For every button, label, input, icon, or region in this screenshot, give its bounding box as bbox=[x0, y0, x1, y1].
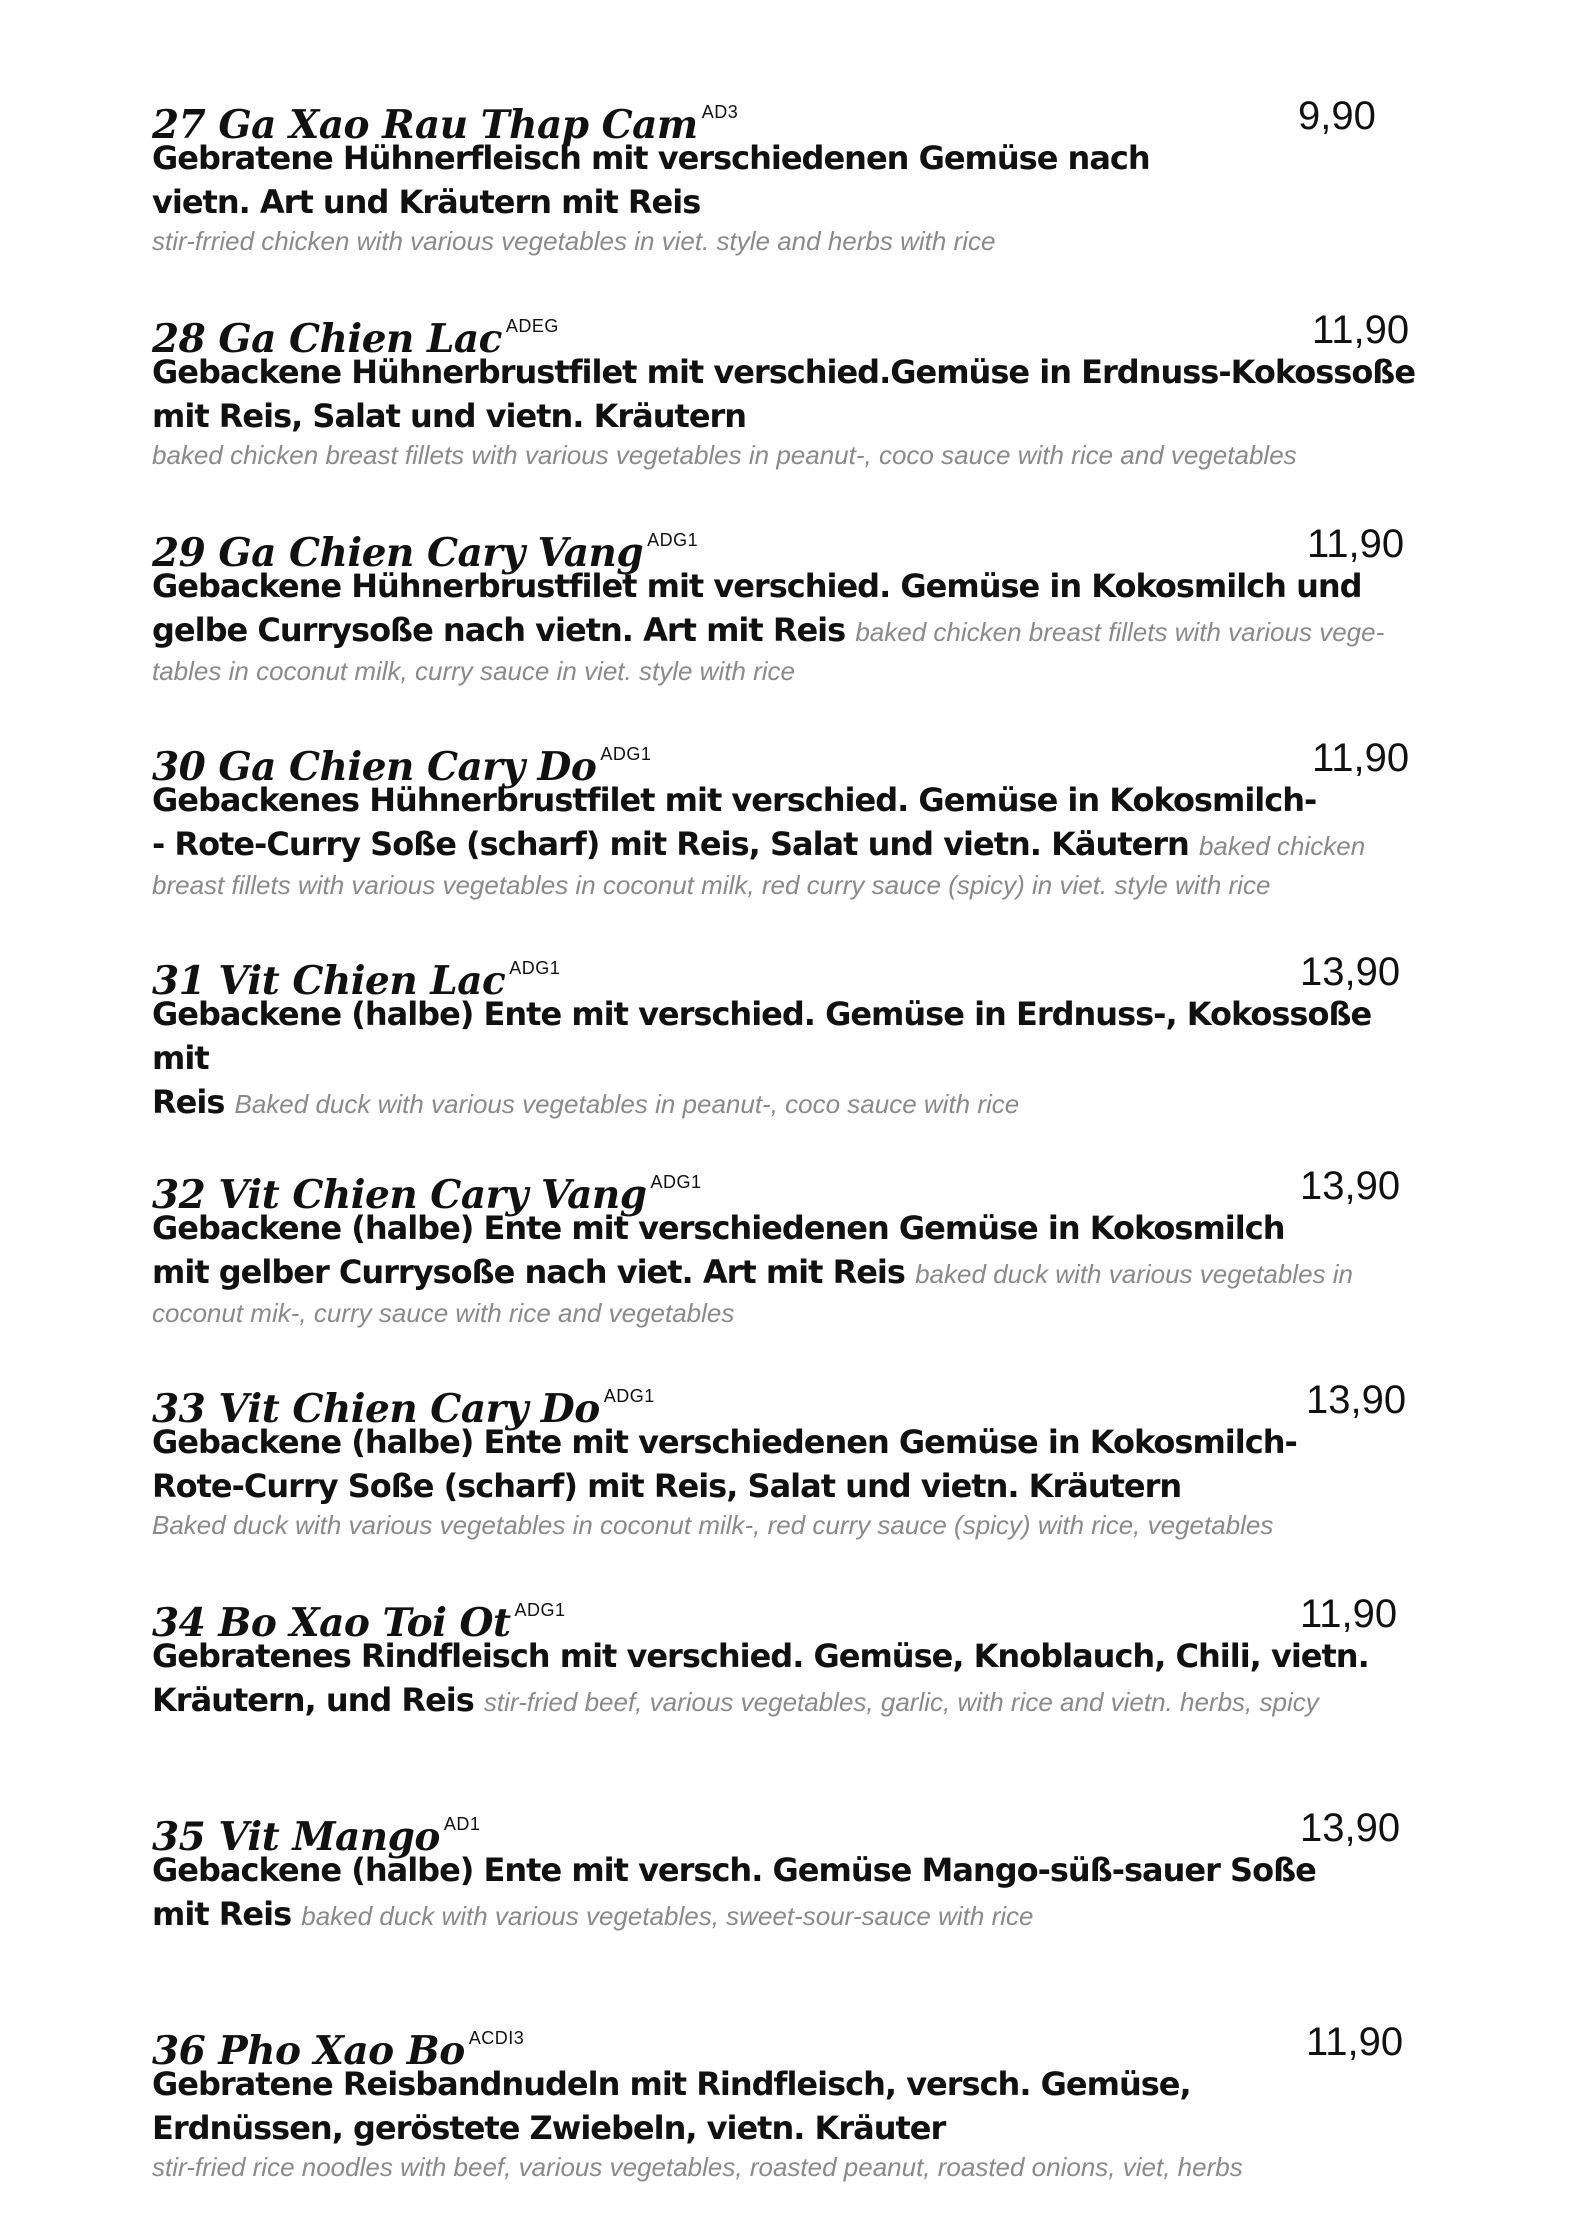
dish-price: 11,90 bbox=[1312, 736, 1410, 780]
dish-price: 11,90 bbox=[1312, 308, 1410, 352]
german-description-line: Gebackene (halbe) Ente mit verschiedenen Gemüse in Kokosmilch bbox=[152, 1209, 1285, 1247]
german-description-line: vietn. Art und Kräutern mit Reis bbox=[152, 183, 701, 221]
dish-description bbox=[152, 2062, 1422, 2184]
english-description: baked chicken bbox=[1198, 831, 1366, 861]
allergen-codes: ADG1 bbox=[514, 1600, 566, 1620]
menu-list bbox=[152, 86, 1422, 2226]
menu-item bbox=[152, 1370, 1422, 1584]
dish-name: 31 Vit Chien Lac bbox=[152, 958, 506, 1004]
menu-item bbox=[152, 1584, 1422, 1798]
dish-price: 13,90 bbox=[1300, 950, 1401, 994]
german-description-line: mit gelber Currysoße nach viet. Art mit Reis bbox=[152, 1253, 905, 1291]
dish-description bbox=[152, 1420, 1422, 1542]
german-description-line: mit Reis, Salat und vietn. Kräutern bbox=[152, 397, 747, 435]
menu-item bbox=[152, 1156, 1422, 1370]
dish-name: 34 Bo Xao Toi Ot bbox=[152, 1600, 511, 1646]
german-description-line: Gebackene Hühnerbrustfilet mit verschied.Gemüse in Erdnuss-Kokossoße bbox=[152, 353, 1416, 391]
dish-description bbox=[152, 136, 1422, 258]
allergen-codes: ACDI3 bbox=[468, 2028, 525, 2048]
english-description: stir-frried chicken with various vegetables in viet. style and herbs with rice bbox=[152, 226, 996, 256]
allergen-codes: ADG1 bbox=[600, 744, 652, 764]
dish-price: 13,90 bbox=[1300, 1164, 1401, 1208]
dish-name: 28 Ga Chien Lac bbox=[152, 316, 502, 362]
dish-price: 9,90 bbox=[1298, 94, 1376, 138]
dish-name: 33 Vit Chien Cary Do bbox=[152, 1386, 600, 1432]
german-description-line: - Rote-Curry Soße (scharf) mit Reis, Salat und vietn. Käutern bbox=[152, 825, 1189, 863]
allergen-codes: ADG1 bbox=[509, 958, 561, 978]
german-description-line: Kräutern, und Reis bbox=[152, 1681, 474, 1719]
german-description-line: Reis bbox=[152, 1083, 225, 1121]
dish-name: 36 Pho Xao Bo bbox=[152, 2028, 465, 2074]
menu-item bbox=[152, 728, 1422, 942]
dish-name: 27 Ga Xao Rau Thap Cam bbox=[152, 102, 698, 148]
dish-name: 32 Vit Chien Cary Vang bbox=[152, 1172, 647, 1218]
dish-price: 13,90 bbox=[1300, 1806, 1401, 1850]
dish-name: 29 Ga Chien Cary Vang bbox=[152, 530, 644, 576]
german-description-line: Erdnüssen, geröstete Zwiebeln, vietn. Kräuter bbox=[152, 2109, 946, 2147]
german-description-line: Gebratene Reisbandnudeln mit Rindfleisch, versch. Gemüse, bbox=[152, 2065, 1191, 2103]
german-description-line: Gebackene Hühnerbrustfilet mit verschied. Gemüse in Kokosmilch und bbox=[152, 567, 1362, 605]
dish-description bbox=[152, 778, 1422, 902]
english-description: stir-fried beef, various vegetables, garlic, with rice and vietn. herbs, spicy bbox=[483, 1687, 1319, 1717]
german-description-line: Rote-Curry Soße (scharf) mit Reis, Salat und vietn. Kräutern bbox=[152, 1467, 1182, 1505]
dish-description bbox=[152, 350, 1422, 472]
english-description: baked duck with various vegetables in bbox=[915, 1259, 1353, 1289]
dish-price: 13,90 bbox=[1306, 1378, 1407, 1422]
english-description: Baked duck with various vegetables in coconut milk-, red curry sauce (spicy) with rice, vegetables bbox=[152, 1510, 1274, 1540]
english-description: stir-fried rice noodles with beef, various vegetables, roasted peanut, roasted onions, viet, herbs bbox=[152, 2152, 1243, 2182]
english-description: tables in coconut milk, curry sauce in viet. style with rice bbox=[152, 656, 796, 686]
english-description: breast fillets with various vegetables in coconut milk, red curry sauce (spicy) in viet. style with rice bbox=[152, 870, 1271, 900]
german-description-line: gelbe Currysoße nach vietn. Art mit Reis bbox=[152, 611, 846, 649]
dish-price: 11,90 bbox=[1307, 522, 1405, 566]
german-description-line: Gebratenes Rindfleisch mit verschied. Gemüse, Knoblauch, Chili, vietn. bbox=[152, 1637, 1369, 1675]
menu-item bbox=[152, 86, 1422, 300]
german-description-line: Gebackene (halbe) Ente mit versch. Gemüse Mango-süß-sauer Soße bbox=[152, 1851, 1316, 1889]
dish-description bbox=[152, 1634, 1422, 1724]
dish-price: 11,90 bbox=[1306, 2020, 1404, 2064]
english-description: baked chicken breast fillets with various vege- bbox=[855, 617, 1385, 647]
menu-item bbox=[152, 942, 1422, 1156]
dish-description bbox=[152, 992, 1422, 1126]
english-description: coconut mik-, curry sauce with rice and vegetables bbox=[152, 1298, 735, 1328]
allergen-codes: AD3 bbox=[701, 102, 739, 122]
menu-item bbox=[152, 514, 1422, 728]
menu-item bbox=[152, 300, 1422, 514]
german-description-line: mit Reis bbox=[152, 1895, 292, 1933]
allergen-codes: ADEG bbox=[505, 316, 559, 336]
dish-price: 11,90 bbox=[1300, 1592, 1398, 1636]
english-description: baked duck with various vegetables, sweet-sour-sauce with rice bbox=[301, 1901, 1034, 1931]
allergen-codes: ADG1 bbox=[603, 1386, 655, 1406]
allergen-codes: AD1 bbox=[443, 1814, 481, 1834]
allergen-codes: ADG1 bbox=[647, 530, 699, 550]
german-description-line: Gebackene (halbe) Ente mit verschiedenen Gemüse in Kokosmilch- bbox=[152, 1423, 1297, 1461]
german-description-line: Gebratene Hühnerfleisch mit verschiedenen Gemüse nach bbox=[152, 139, 1150, 177]
menu-item bbox=[152, 2012, 1422, 2226]
english-description: baked chicken breast fillets with various vegetables in peanut-, coco sauce with rice and vegetables bbox=[152, 440, 1297, 470]
dish-description bbox=[152, 1848, 1422, 1938]
dish-name: 30 Ga Chien Cary Do bbox=[152, 744, 597, 790]
english-description: Baked duck with various vegetables in peanut-, coco sauce with rice bbox=[234, 1089, 1020, 1119]
dish-description bbox=[152, 564, 1422, 688]
german-description-line: Gebackenes Hühnerbrustfilet mit verschied. Gemüse in Kokosmilch- bbox=[152, 781, 1317, 819]
menu-item bbox=[152, 1798, 1422, 2012]
dish-name: 35 Vit Mango bbox=[152, 1814, 440, 1860]
dish-description bbox=[152, 1206, 1422, 1330]
allergen-codes: ADG1 bbox=[650, 1172, 702, 1192]
german-description-line: Gebackene (halbe) Ente mit verschied. Gemüse in Erdnuss-, Kokossoße mit bbox=[152, 995, 1372, 1077]
